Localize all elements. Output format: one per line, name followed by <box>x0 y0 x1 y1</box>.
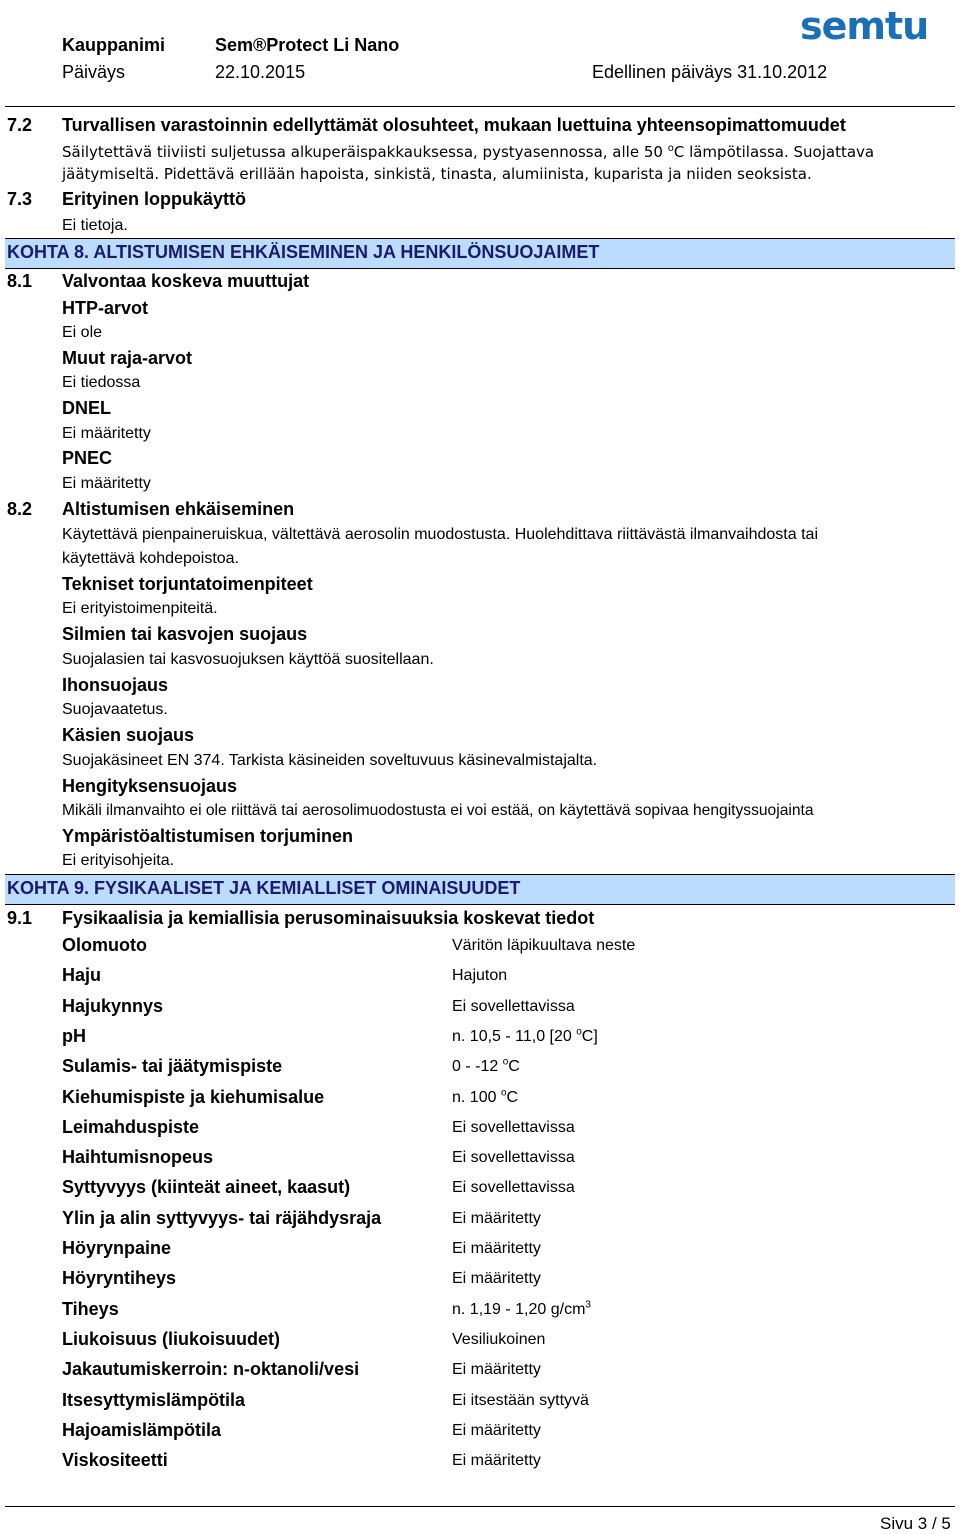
section-8-2-title: Altistumisen ehkäiseminen <box>62 499 295 519</box>
property-label: Hajukynnys <box>62 996 164 1016</box>
section-9-1-number: 9.1 <box>7 908 33 928</box>
section-7-2-text-line2: jäätymiseltä. Pidettävä erillään hapoista, sinkistä, tinasta, alumiinista, kuparista ja niiden seoksista. <box>62 165 812 183</box>
respiratory-protection-label: Hengityksensuojaus <box>62 776 238 796</box>
property-label: Hajoamislämpötila <box>62 1420 222 1440</box>
other-limits-label: Muut raja-arvot <box>62 348 193 368</box>
property-label: Sulamis- tai jäätymispiste <box>62 1056 283 1076</box>
environmental-exposure-label: Ympäristöaltistumisen torjuminen <box>62 826 354 846</box>
skin-protection-value: Suojavaatetus. <box>62 701 168 718</box>
page-number: Sivu 3 / 5 <box>880 1514 951 1533</box>
pnec-value: Ei määritetty <box>62 475 151 492</box>
environmental-exposure-value: Ei erityisohjeita. <box>62 852 175 869</box>
htp-label: HTP-arvot <box>62 298 149 318</box>
date-value: 22.10.2015 <box>215 62 306 82</box>
property-value: Vesiliukoinen <box>452 1331 546 1348</box>
property-value: Ei määritetty <box>452 1452 541 1469</box>
skin-protection-label: Ihonsuojaus <box>62 675 169 695</box>
property-value: Hajuton <box>452 967 508 984</box>
semtu-logo: semtu <box>800 4 929 48</box>
hand-protection-value: Suojakäsineet EN 374. Tarkista käsineiden soveltuvuus käsinevalmistajalta. <box>62 752 598 769</box>
property-label: Syttyvyys (kiinteät aineet, kaasut) <box>62 1177 351 1197</box>
property-value: Ei määritetty <box>452 1422 541 1439</box>
header-rule <box>5 106 955 107</box>
property-value: Ei määritetty <box>452 1210 541 1227</box>
section-7-3-number: 7.3 <box>7 189 33 209</box>
property-value: Ei määritetty <box>452 1361 541 1378</box>
property-label: Itsesyttymislämpötila <box>62 1390 246 1410</box>
section-8-2-intro-line2: käytettävä kohdepoistoa. <box>62 550 240 567</box>
dnel-value: Ei määritetty <box>62 425 151 442</box>
trade-name-label: Kauppanimi <box>62 35 166 55</box>
property-value: Ei määritetty <box>452 1240 541 1257</box>
property-value: Ei määritetty <box>452 1270 541 1287</box>
section-7-2-number: 7.2 <box>7 115 33 135</box>
section-7-3-title: Erityinen loppukäyttö <box>62 189 247 209</box>
section-8-bar <box>5 238 955 269</box>
date-label: Päiväys <box>62 62 126 82</box>
dnel-label: DNEL <box>62 398 111 418</box>
property-label: Jakautumiskerroin: n-oktanoli/vesi <box>62 1359 360 1379</box>
section-8-1-number: 8.1 <box>7 271 33 291</box>
property-value: Ei sovellettavissa <box>452 998 575 1015</box>
property-value: n. 1,19 - 1,20 $g/cm^3$ <box>452 1299 591 1318</box>
property-label: Ylin ja alin syttyvyys- tai räjähdysraja <box>62 1208 382 1228</box>
property-label: Höyrynpaine <box>62 1238 172 1258</box>
property-label: Kiehumispiste ja kiehumisalue <box>62 1087 325 1107</box>
section-9-title: KOHTA 9. FYSIKAALISET JA KEMIALLISET OMINAISUUDET <box>7 878 521 898</box>
property-label: Haihtumisnopeus <box>62 1147 214 1167</box>
property-value: n. 10,5 - 11,0 [20 $^o$C] <box>452 1026 598 1045</box>
section-9-1-title: Fysikaalisia ja kemiallisia perusominaisuuksia koskevat tiedot <box>62 908 595 928</box>
property-label: Viskositeetti <box>62 1450 168 1470</box>
property-value: Ei sovellettavissa <box>452 1179 575 1196</box>
pnec-label: PNEC <box>62 448 113 468</box>
section-9-bar <box>5 874 955 905</box>
section-8-1-title: Valvontaa koskeva muuttujat <box>62 271 310 291</box>
property-label: Leimahduspiste <box>62 1117 200 1137</box>
respiratory-protection-value: Mikäli ilmanvaihto ei ole riittävä tai aerosolimuodostusta ei voi estää, on käytettävä sopivaa hengityssuojainta <box>62 802 814 819</box>
section-7-2-text-line1: Säilytettävä tiiviisti suljetussa alkuperäispakkauksessa, pystyasennossa, alle 50 $^o$C lämpötilassa. Suojattava <box>62 143 875 161</box>
property-value: Väritön läpikuultava neste <box>452 937 636 954</box>
product-name: Sem®Protect Li Nano <box>215 35 400 55</box>
property-value: Ei sovellettavissa <box>452 1149 575 1166</box>
technical-measures-value: Ei erityistoimenpiteitä. <box>62 600 218 617</box>
property-label: Haju <box>62 965 102 985</box>
property-value: Ei itsestään syttyvä <box>452 1392 589 1409</box>
property-label: Tiheys <box>62 1299 119 1319</box>
hand-protection-label: Käsien suojaus <box>62 725 195 745</box>
property-label: Höyryntiheys <box>62 1268 177 1288</box>
section-7-2-title: Turvallisen varastoinnin edellyttämät olosuhteet, mukaan luettuina yhteensopimattomuudet <box>62 115 846 135</box>
section-8-2-number: 8.2 <box>7 499 33 519</box>
section-8-title: KOHTA 8. ALTISTUMISEN EHKÄISEMINEN JA HENKILÖNSUOJAIMET <box>7 242 600 262</box>
eye-protection-value: Suojalasien tai kasvosuojuksen käyttöä suositellaan. <box>62 651 434 668</box>
section-7-3-text: Ei tietoja. <box>62 217 128 234</box>
footer-rule <box>5 1506 955 1507</box>
technical-measures-label: Tekniset torjuntatoimenpiteet <box>62 574 313 594</box>
property-value: 0 - -12 $^o$C <box>452 1056 520 1075</box>
property-label: Olomuoto <box>62 935 147 955</box>
section-8-2-intro-line1: Käytettävä pienpaineruiskua, vältettävä aerosolin muodostusta. Huolehdittava riittävästä ilmanvaihdosta tai <box>62 526 818 543</box>
property-value: Ei sovellettavissa <box>452 1119 575 1136</box>
property-label: Liukoisuus (liukoisuudet) <box>62 1329 281 1349</box>
property-value: n. 100 $^o$C <box>452 1087 519 1106</box>
eye-protection-label: Silmien tai kasvojen suojaus <box>62 624 308 644</box>
previous-date: Edellinen päiväys 31.10.2012 <box>592 62 828 82</box>
other-limits-value: Ei tiedossa <box>62 374 141 391</box>
htp-value: Ei ole <box>62 324 103 341</box>
property-label: pH <box>62 1026 86 1046</box>
